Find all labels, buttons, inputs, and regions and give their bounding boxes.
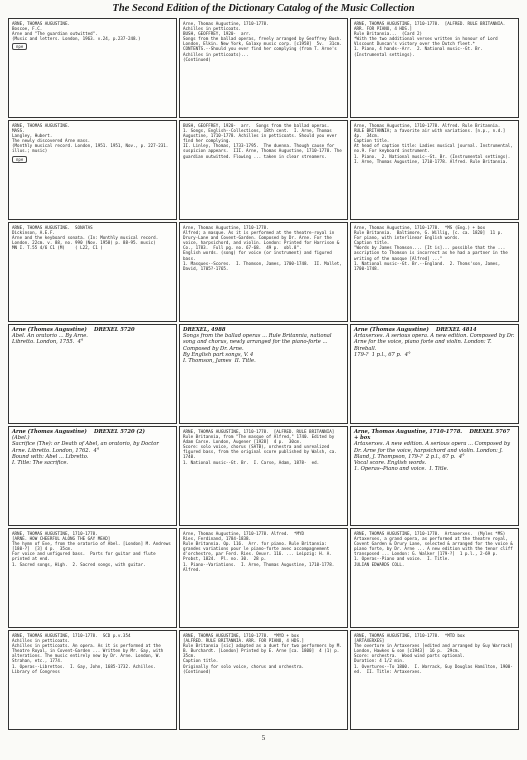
card-line: Achilles in petticoats. [12, 638, 70, 644]
card-line: Songs from the ballad operas ... Rule Britannia, national song and chorus, newly arranged for the piano-forte ... Composed by Dr. Arne. [183, 333, 334, 352]
catalog-card [350, 324, 519, 424]
card-line: Caption title. [183, 658, 219, 664]
card-line: DREXEL, 4988 [183, 327, 226, 333]
card-line: Artaxerxes, a grand opera, as performed at the theatre royal, Covent Garden & Drury Lane, selected & arranged for the voice & piano forte, by Dr. Arne ... A new edition with the tenor cliff transposed ... London: G. Walker [179-?] 1 p.l., 2-69 p. [354, 536, 516, 557]
card-line: I. Title: The sacrifice. [12, 460, 69, 467]
catalog-card [8, 528, 177, 628]
card-line: Arne and the keyboard sonata. (In: Monthly musical record. London. 22cm. v. 88, no. 990 (Nov. 1958) p. 88-95. music) [12, 235, 161, 246]
card-line: Dickinson, A.E.F. [12, 230, 55, 236]
card-line: Score: orchestra. Wood wind parts optional. [354, 653, 465, 659]
catalog-card [8, 630, 177, 730]
card-line: English words. (song) for voice (or instrument) and figured bass. [183, 250, 335, 261]
card-line: Rule Britannia... (Card 2) [354, 31, 423, 37]
catalog-card [179, 18, 348, 118]
card-line: Artaxerxes. A serious opera. A new edition. Composed by Dr. Arne for the voice, piano forte and violin. London: T. Bireball. [354, 333, 517, 352]
card-line: ARNE, THOMAS AUGUSTINE. SONATAS [12, 225, 93, 230]
card-line: At head of caption title: Ladies musical journal. Instrumental, no.9. For keyboard instrument. [354, 143, 516, 154]
card-line: JULIAN EDWARDS COLL. [354, 561, 405, 567]
card-line: Achilles in petticoats. [183, 26, 241, 32]
card-line: 1. Sacred songs, High. 2. Sacred songs, with guitar. [12, 561, 146, 567]
card-line: (Abel.) [12, 435, 30, 442]
card-line: BUSH, GEOFFREY, 1920- arr. Songs from the ballad operas. [183, 123, 330, 128]
card-line: ARNE, THOMAS AUGUSTINE, 1710-1778. *MYD + box [183, 633, 299, 638]
card-line: Rule Britannia. Baltimore, G. Willig, [c. ca. 1820] 11 p. [354, 230, 503, 236]
card-line: [ARNE. HOW CHEERFUL ALONG THE GAY MEAD] [12, 536, 111, 542]
card-line: Langley, Hubert. [12, 133, 53, 139]
card-line: BUSH, GEOFFREY, 1920- arr. [183, 31, 252, 37]
page-header: The Second Edition of the Dictionary Catalog of the Music Collection [112, 3, 415, 14]
card-line: Artaxerxes. A new edition. A serious opera ... Composed by Dr. Arne for the voice, harpsichord and violin. London: J. Bland, J. Thompson, 179-? 2 p.l., 67 p. 4° [354, 441, 512, 460]
card-line: ARNE, THOMAS AUGUSTINE, 1710-1778. [ALFRED. RULE BRITANNIA] [183, 429, 335, 434]
catalog-card [350, 630, 519, 730]
card-line: Arne (Thomas Augustine) DREXEL 5720 [12, 327, 135, 333]
card-line: ARNE, THOMAS AUGUSTINE, 1710-1778. [12, 531, 98, 536]
card-line: ARNE, THOMAS AUGUSTINE, 1710-1778. *MTD box [354, 633, 465, 638]
card-line: Arne, Thomas Augustine, 1710-1778. [183, 21, 269, 26]
card-line: ARNE, THOMAS AUGUSTINE, 1710-1778. Artaxerxes. (Myles *MS) [354, 531, 506, 536]
card-line: Originally for solo voice, chorus and orchestra. [183, 663, 305, 669]
catalog-card [8, 18, 177, 118]
card-line: For voice and unfigured bass. Parts for guitar and flute printed at end. [12, 551, 159, 562]
card-line: Alfred; a masque. As it is performed at the theatre-royal in Drury-Lane and Covent-Garden. Composed by Dr. Arne. For the voice, harpsichord, and violin. London: Printed for Harrison & Co., 1783. Full pg. no. 67-68. 49 p. obl.8". [183, 230, 342, 251]
card-line: Library of Congress [12, 668, 60, 674]
card-line: (Monthly musical record. London, 1951. 1951, Nov., p. 227-231. illus.; music) [12, 143, 171, 154]
card-line: *With the two additional verses written in honour of Lord Viscount Duncan's victory over the Dutch fleet.* [354, 36, 501, 47]
card-stamp: npe [12, 43, 27, 50]
catalog-card [179, 120, 348, 220]
card-line: MN I. T.55 4/6 C1 (M) ( L22, C1 ) [12, 245, 103, 251]
card-line: II. Linley, Thomas, 1733-1795. The duenna. Though cause for suspicion appears. III. Arne, Thomas Augustine, 1710-1778. The guardian outwitted. Flowing ... taken in clear streamers. [183, 143, 345, 159]
card-line: 1. National music--Gt. Br.--England. 2. Thoms'son, James, 1700-1748. [354, 260, 503, 271]
card-line: Achilles in petticoats. An opera. As it is performed at the Theatre Royal, in Covent-Garden ... Written by Mr. Gay, with alterations. The music entirely new by Dr. Arne. London, W. Strahan, etc., 1774. [12, 643, 166, 664]
card-line: Arne, Thomas Augustine, 1710-1778. DREXEL 5767 + box [354, 429, 512, 442]
card-line: I. Thomson, James II. Title. [183, 358, 256, 365]
card-stamp: npe [12, 156, 27, 163]
card-line: Arne, Thomas Augustine, 1710-1778. [183, 225, 269, 230]
catalog-card [179, 426, 348, 526]
card-line: Arne and "The guardian outwitted". [12, 31, 98, 37]
card-line: Rule Britannia. Op. 116. Arr. for piano. Rule Britannia: grandes variations pour le piano-forte avec accompagnement d'orchestre, par Ferd. Ries. Oeuvr. 116. ... Leipzig: H. A. Probst, 1824. Pl. no. 30. 28 p. [183, 541, 335, 562]
card-line: 1. Operas--Piano and voice. I. Title. [354, 556, 450, 562]
card-line: Rule Britannia, from "The masque of Alfred," 1740. Edited by Adam Carse. London, Augener [1928] 4 p. 30cm. [183, 434, 337, 445]
card-line: [ALFRED. RULE BRITANNIA. ARR. FOR PIANO, 4 HDS.] [183, 638, 305, 644]
card-line: Score: solo voice, chorus (SATB), orchestra and unrealized figured bass, from the original score published by Walsh, ca. 1740. [183, 444, 340, 460]
card-line: 1. Operas--Librettos. I. Gay, John, 1685-1732. Achilles. [12, 663, 156, 669]
catalog-card [179, 222, 348, 322]
catalog-card [179, 630, 348, 730]
card-line: 1. Operas--Piano and voice. I. Title. [354, 466, 449, 473]
card-line: (Music and letters. London, 1963. v.24, p.237-248.) [12, 36, 141, 42]
card-line: Rule Britannia [sic] adapted as a duet for two performers by M. B. Burchardt. [London] Printed by E. Arne [ca. 1800] 4 (1) p. 35cm. [183, 643, 345, 659]
card-line: ARNE, THOMAS AUGUSTINE. [12, 21, 70, 26]
card-line: Arne, Thomas Augustine, 1710-1778. Alfred. Rule Britannia. [354, 123, 501, 128]
catalog-card [350, 18, 519, 118]
card-line: Boscoe, F.C. [12, 26, 43, 32]
catalog-card [8, 426, 177, 526]
card-line: Ries, Ferdinand, 1784-1838. [183, 536, 252, 542]
catalog-card [8, 324, 177, 424]
page-number: 5 [261, 734, 266, 742]
card-line: The hymn of Eve, from the oratorio of Abel. [London] M. Andrews [180-?] [3] 4 p. 35cm. [12, 541, 174, 552]
card-line: ARNE, THOMAS AUGUSTINE, 1710-1778. [ALFRED. RULE BRITANNIA. ARR. FOR PIANO, 4 HDS.] [354, 21, 508, 32]
card-line: RULE BRITANNIA; a favorite air with variations. [n.p., n.d.] 4p. 34cm. [354, 128, 511, 139]
card-line: Libretto. London, 1755. 4° [12, 339, 84, 346]
card-line: The newly discovered Arne mass. [12, 138, 91, 144]
card-line: 1. Piano. 2. National music--Gt. Br. (Instrumental settings). I. Arne, Thomas Augustine, 1710-1778. Alfred. Rule Britannia. [354, 153, 513, 164]
card-line: ARNE, THOMAS AUGUSTINE, 1710-1778. SCD p.v.354 [12, 633, 131, 638]
card-line: MASS. [12, 128, 25, 134]
card-line: 1. National music--Gt. Br. I. Carse, Adam, 1878- ed. [183, 459, 320, 465]
catalog-card [350, 120, 519, 220]
catalog-card [179, 324, 348, 424]
card-line: Bound with: Abel ... Libretto. [12, 453, 89, 460]
card-line: 1. Songs, English--Collections, 18th cent. I. Arne, Thomas Augustine, 1710-1778. Achilles in petticoats. Should you ever find her complying. [183, 128, 340, 144]
card-line: [ARTAXERXES] [354, 638, 385, 644]
catalog-card [350, 528, 519, 628]
card-line: 1. Piano--Variations. I. Arne, Thomas Augustine, 1710-1778. Alfred. [183, 561, 337, 572]
card-line: "Words by James Thomson.... [It is]... possible that the ... ascription to Thomson is incorrect as he had a partner in the writing of the masque [Alfred] ..." [354, 245, 511, 261]
card-line: Songs from the ballad operas, freely arranged by Geoffrey Bush. London, Elkin. New York, Galaxy music corp. [c1958] 5v. 31cm. [183, 36, 345, 47]
catalog-card [350, 426, 519, 526]
catalog-card [350, 222, 519, 322]
card-line: Duration: 4 1/2 min. [354, 658, 405, 664]
card-line: The overture in Artaxerxes [edited and arranged by Guy Warrack] London, Hawkes & son [c1943] 16 p. 29cm. [354, 643, 516, 654]
card-line: Arne, Thomas Augustine, 1710-1778. Alfred. *MYD [183, 531, 305, 536]
card-line: 179-? 1 p.l., 67 p. 4° [354, 351, 411, 358]
card-line: (Continued) [183, 56, 211, 62]
card-line: Vocal score. English words. [354, 460, 427, 467]
card-line: CONTENTS.--Should you ever find her complying (from T. Arne's Achilles in petticoats)... [183, 46, 340, 57]
card-line: 1. Masques--Scores. I. Thomson, James, 1700-1748. II. Mallet, David, 1705?-1765. [183, 260, 345, 271]
card-line: Sacrifice (The): or Death of Abel, an oratorio, by Doctor Arne. Libretto. London, 1762. 4° [12, 441, 161, 454]
catalog-card-grid [8, 18, 519, 730]
catalog-card [8, 222, 177, 322]
card-line: Arne (Thomas Augustine) DREXEL 4814 [354, 327, 477, 333]
catalog-card [8, 120, 177, 220]
card-line: Arne, Thomas Augustine, 1710-1778. *MS (Eng.) + box [354, 225, 486, 230]
card-line: Abel. An oratorio ... By Arne. [12, 333, 88, 340]
card-line: By English part songs, V. 4 [183, 351, 254, 358]
card-line: 1. Overtures--To 1800. I. Warrack, Guy Douglas Hamilton, 1900- ed. II. Title: Artaxerxes. [354, 663, 518, 674]
card-line: Caption title. [354, 240, 390, 246]
card-line: Caption title. [354, 138, 390, 144]
card-line: Arne (Thomas Augustine) DREXEL 5720 (2) [12, 429, 145, 435]
card-line: 1. Piano, 4 hands--Arr. 2. National music--Gt. Br. (Instrumental settings). [354, 46, 486, 57]
card-line: For piano, with interlinear English words. [354, 235, 460, 241]
card-line: ARNE, THOMAS AUGUSTINE. [12, 123, 70, 128]
card-line: (Continued) [183, 668, 211, 674]
catalog-card [179, 528, 348, 628]
